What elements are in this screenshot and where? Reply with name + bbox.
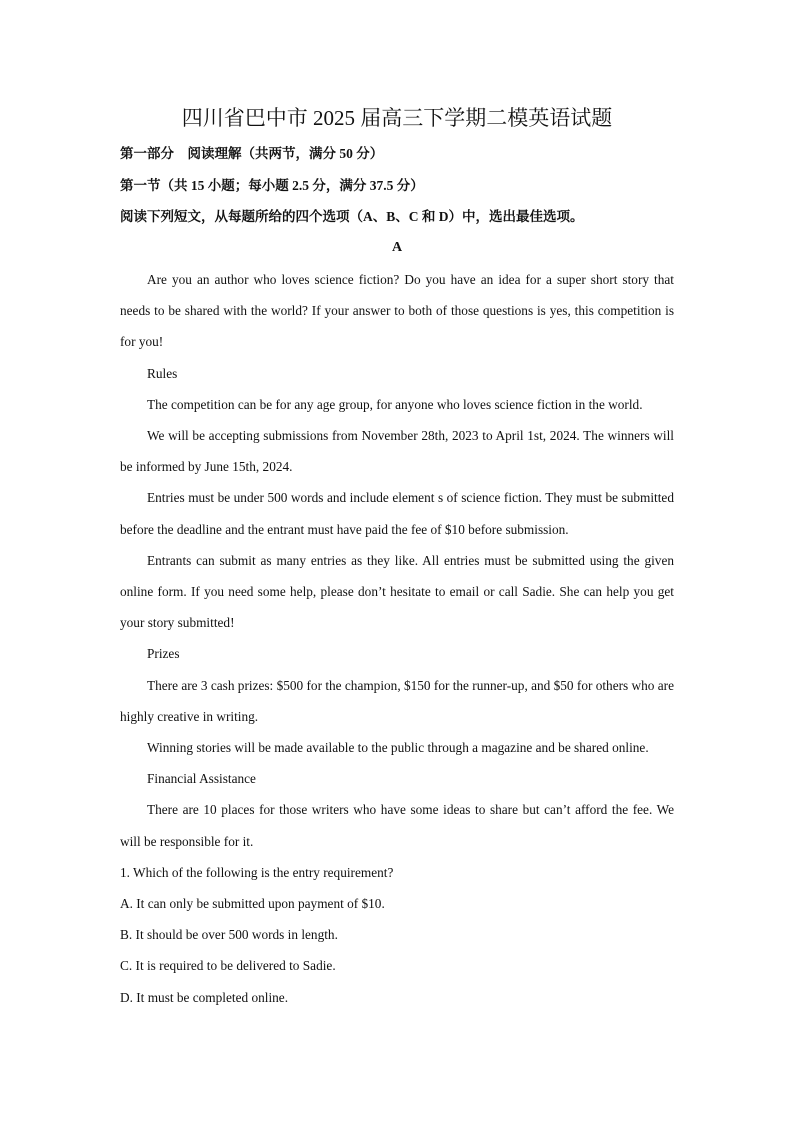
passage-paragraph-4: Entries must be under 500 words and include element s of science fiction. They must be submitted before the deadline and the entrant must have paid the fee of $10 before submission. [120,490,674,537]
question-option-c: C. It is required to be delivered to Sadie. [120,958,336,974]
passage-paragraph-6: There are 3 cash prizes: $500 for the champion, $150 for the runner-up, and $50 for others who are highly creative in writing. [120,677,674,724]
passage-paragraph-5: Entrants can submit as many entries as they like. All entries must be submitted using the given online form. If you need some help, please don’t hesitate to email or call Sadie. She can help you get your story submitted! [120,552,674,631]
question-option-b: B. It should be over 500 words in length. [120,927,338,943]
financial-assistance-heading: Financial Assistance [147,771,256,787]
passage-body [120,264,674,1013]
section-heading: 第一节（共 15 小题；每小题 2.5 分，满分 37.5 分） [120,178,424,193]
passage-paragraph-7: Winning stories will be made available to the public through a magazine and be shared online. [147,740,649,756]
rules-heading: Rules [147,365,178,381]
passage-paragraph-2: The competition can be for any age group, for anyone who loves science fiction in the world. [147,396,643,412]
question-option-a: A. It can only be submitted upon payment of $10. [120,896,385,912]
passage-label: A [391,240,403,255]
passage-paragraph-8: There are 10 places for those writers who have some ideas to share but can’t afford the fee. We will be responsible for it. [120,802,674,849]
page-title: 四川省巴中市 2025 届高三下学期二模英语试题 [181,106,613,130]
instruction-text: 阅读下列短文，从每题所给的四个选项（A、B、C 和 D）中，选出最佳选项。 [120,209,584,224]
passage-paragraph-3: We will be accepting submissions from November 28th, 2023 to April 1st, 2024. The winners will be informed by June 15th, 2024. [120,428,674,475]
prizes-heading: Prizes [147,646,180,662]
passage-paragraph-1: Are you an author who loves science fiction? Do you have an idea for a super short story that needs to be shared with the world? If your answer to both of those questions is yes, this competition is for you! [120,272,674,350]
part-heading: 第一部分 阅读理解（共两节，满分 50 分） [120,146,384,161]
question-stem: 1. Which of the following is the entry requirement? [120,864,394,880]
question-option-d: D. It must be completed online. [120,989,289,1005]
